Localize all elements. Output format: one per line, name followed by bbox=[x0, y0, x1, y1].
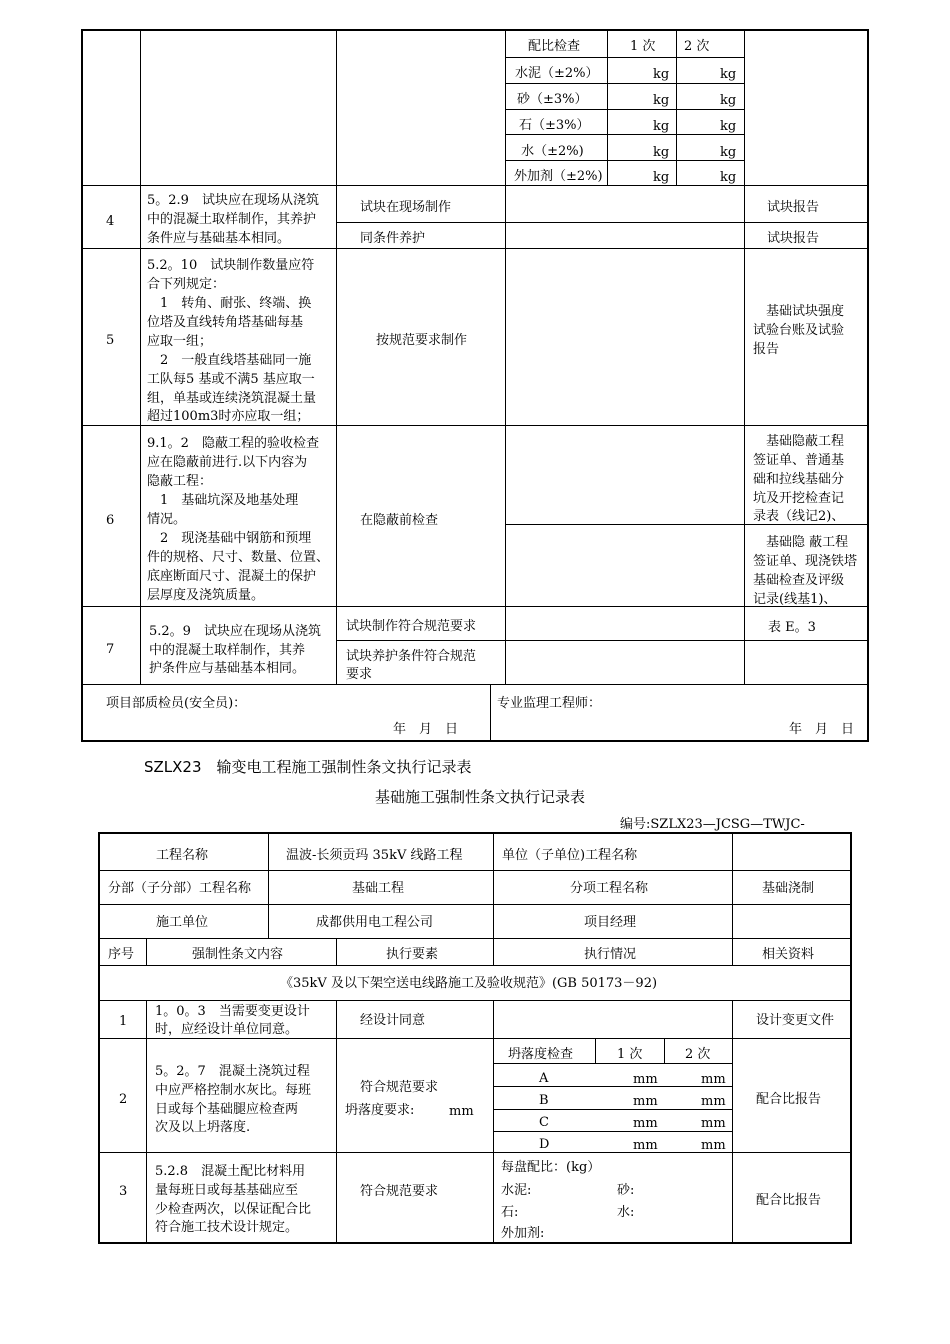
sand-label: 砂: bbox=[617, 1183, 635, 1198]
row-number: 5 bbox=[106, 333, 115, 348]
clause-text: 中应严格控制水灰比。每班 bbox=[155, 1083, 312, 1098]
subitem-value: 基础浇制 bbox=[762, 881, 815, 896]
unit-kg: kg bbox=[653, 93, 670, 108]
admixture-label: 外加剂: bbox=[501, 1226, 545, 1241]
related-doc: 试块报告 bbox=[767, 231, 820, 246]
related-doc: 签证单、普通基 bbox=[753, 453, 845, 468]
requirement: 符合规范要求 bbox=[360, 1080, 439, 1095]
requirement: 同条件养护 bbox=[360, 231, 426, 246]
unit-kg: kg bbox=[653, 145, 670, 160]
unit-mm: mm bbox=[701, 1094, 726, 1109]
water-label: 水: bbox=[617, 1205, 635, 1220]
clause-text: 少检查两次，以保证配合比 bbox=[155, 1202, 312, 1217]
requirement: 试块制作符合规范要求 bbox=[346, 619, 477, 634]
mix-stone-label: 石（±3%） bbox=[519, 118, 590, 133]
clause-text: 1。0。3 当需要变更设计 bbox=[155, 1004, 310, 1019]
subitem-label: 分项工程名称 bbox=[570, 881, 649, 896]
requirement: 按规范要求制作 bbox=[376, 333, 468, 348]
col-header-no: 序号 bbox=[108, 947, 135, 962]
page-title: 基础施工强制性条文执行记录表 bbox=[375, 788, 586, 806]
slump-label: D bbox=[539, 1137, 550, 1152]
clause-text: 工队每5 基或不满5 基应取一 bbox=[147, 372, 315, 387]
unit-mm: mm bbox=[701, 1138, 726, 1153]
unit-mm: mm bbox=[633, 1094, 658, 1109]
unit-mm: mm bbox=[701, 1072, 726, 1087]
col-header-requirement: 执行要素 bbox=[386, 947, 439, 962]
pm-label: 项目经理 bbox=[584, 915, 637, 930]
division-label: 分部（子分部）工程名称 bbox=[108, 881, 252, 896]
slump-check-first: 1 次 bbox=[617, 1047, 643, 1062]
slump-label: B bbox=[539, 1093, 549, 1108]
requirement: 在隐蔽前检查 bbox=[360, 513, 439, 528]
unit-kg: kg bbox=[653, 67, 670, 82]
related-doc: 设计变更文件 bbox=[756, 1013, 835, 1028]
unit-mm: mm bbox=[633, 1072, 658, 1087]
clause-text: 2 一般直线塔基础同一施 bbox=[147, 353, 312, 368]
requirement: 试块养护条件符合规范 bbox=[346, 649, 477, 664]
clause-text: 5.2。9 试块应在现场从浇筑 bbox=[149, 624, 321, 639]
mix-check-second: 2 次 bbox=[684, 39, 710, 54]
date-right: 年 月 日 bbox=[789, 722, 855, 737]
clause-text: 情况。 bbox=[147, 512, 187, 527]
cement-label: 水泥: bbox=[501, 1183, 532, 1198]
requirement: 经设计同意 bbox=[360, 1013, 426, 1028]
related-doc: 报告 bbox=[753, 342, 780, 357]
related-doc: 试验台账及试验 bbox=[753, 323, 845, 338]
row-number: 4 bbox=[106, 214, 115, 229]
clause-text: 1 转角、耐张、终端、换 bbox=[147, 296, 312, 311]
unit-kg: kg bbox=[720, 67, 737, 82]
row-number: 1 bbox=[119, 1014, 128, 1029]
clause-text: 应取一组； bbox=[147, 334, 213, 349]
clause-text: 超过100m3时亦应取一组； bbox=[147, 409, 310, 424]
unit-kg: kg bbox=[720, 119, 737, 134]
clause-text: 量每班日或每基基础应至 bbox=[155, 1183, 299, 1198]
related-doc: 配合比报告 bbox=[756, 1092, 822, 1107]
slump-unit: mm bbox=[449, 1104, 474, 1119]
requirement: 试块在现场制作 bbox=[360, 200, 452, 215]
unit-kg: kg bbox=[720, 170, 737, 185]
clause-text: 5.2.8 混凝土配比材料用 bbox=[155, 1164, 306, 1179]
mix-check-header: 配比检查 bbox=[528, 39, 581, 54]
col-header-status: 执行情况 bbox=[584, 947, 637, 962]
clause-text: 次及以上坍落度. bbox=[155, 1120, 251, 1135]
related-doc: 坑及开挖检查记 bbox=[753, 491, 845, 506]
clause-text: 隐蔽工程： bbox=[147, 474, 213, 489]
unit-name-label: 单位（子单位)工程名称 bbox=[502, 848, 638, 863]
unit-kg: kg bbox=[720, 93, 737, 108]
clause-text: 5。2.9 试块应在现场从浇筑 bbox=[147, 193, 319, 208]
project-name-label: 工程名称 bbox=[156, 848, 209, 863]
related-doc: 表 E。3 bbox=[768, 620, 816, 635]
contractor-value: 成都供用电工程公司 bbox=[316, 915, 434, 930]
standard-reference: 《35kV 及以下架空送电线路施工及验收规范》(GB 50173－92) bbox=[280, 976, 658, 991]
clause-text: 组，单基或连续浇筑混凝土量 bbox=[147, 391, 317, 406]
row-number: 7 bbox=[106, 642, 115, 657]
clause-text: 件的规格、尺寸、数量、位置、 bbox=[147, 550, 330, 565]
related-doc: 础和拉线基础分 bbox=[753, 472, 845, 487]
slump-label: C bbox=[539, 1115, 549, 1130]
clause-text: 中的混凝土取样制作，其养护 bbox=[147, 212, 317, 227]
clause-text: 日或每个基础腿应检查两 bbox=[155, 1102, 299, 1117]
row-number: 3 bbox=[119, 1184, 128, 1199]
clause-text: 位塔及直线转角塔基础每基 bbox=[147, 315, 304, 330]
clause-text: 层厚度及浇筑质量。 bbox=[147, 588, 265, 603]
row-number: 2 bbox=[119, 1092, 128, 1107]
requirement: 要求 bbox=[346, 667, 373, 682]
unit-mm: mm bbox=[633, 1116, 658, 1131]
clause-text: 时，应经设计单位同意。 bbox=[155, 1022, 299, 1037]
related-doc: 基础检查及评级 bbox=[753, 573, 845, 588]
division-value: 基础工程 bbox=[352, 881, 405, 896]
related-doc: 录表（线记2)、 bbox=[753, 509, 845, 524]
related-doc: 试块报告 bbox=[767, 200, 820, 215]
mix-sand-label: 砂（±3%） bbox=[517, 92, 588, 107]
related-doc: 基础试块强度 bbox=[753, 304, 845, 319]
serial-number: 编号:SZLX23—JCSG—TWJC- bbox=[620, 817, 805, 832]
contractor-label: 施工单位 bbox=[156, 915, 209, 930]
clause-text: 合下列规定： bbox=[147, 277, 226, 292]
mix-per-batch-title: 每盘配比：(kg） bbox=[501, 1160, 601, 1175]
clause-text: 护条件应与基础基本相同。 bbox=[149, 661, 306, 676]
unit-kg: kg bbox=[720, 145, 737, 160]
requirement: 符合规范要求 bbox=[360, 1184, 439, 1199]
unit-mm: mm bbox=[701, 1116, 726, 1131]
col-header-docs: 相关资料 bbox=[762, 947, 815, 962]
clause-text: 底座断面尺寸、混凝土的保护 bbox=[147, 569, 317, 584]
related-doc: 记录(线基1)、 bbox=[753, 592, 837, 607]
related-doc: 配合比报告 bbox=[756, 1193, 822, 1208]
col-header-clause: 强制性条文内容 bbox=[192, 947, 284, 962]
qc-inspector-label: 项目部质检员(安全员)： bbox=[106, 696, 247, 711]
mix-water-label: 水（±2%) bbox=[517, 144, 584, 159]
clause-text: 应在隐蔽前进行.以下内容为 bbox=[147, 455, 308, 470]
project-name-value: 温波-长须贡玛 35kV 线路工程 bbox=[286, 848, 463, 863]
clause-text: 2 现浇基础中钢筋和预埋 bbox=[147, 531, 312, 546]
clause-text: 条件应与基础基本相同。 bbox=[147, 231, 291, 246]
related-doc: 签证单、现浇铁塔 bbox=[753, 554, 858, 569]
unit-mm: mm bbox=[633, 1138, 658, 1153]
slump-check-header: 坍落度检查 bbox=[508, 1047, 574, 1062]
clause-text: 1 基础坑深及地基处理 bbox=[147, 493, 299, 508]
stone-label: 石: bbox=[501, 1205, 519, 1220]
clause-text: 9.1。2 隐蔽工程的验收检查 bbox=[147, 436, 319, 451]
related-doc: 基础隐 蔽工程 bbox=[753, 535, 849, 550]
unit-kg: kg bbox=[653, 119, 670, 134]
related-doc: 基础隐蔽工程 bbox=[753, 434, 845, 449]
clause-text: 5。2。7 混凝土浇筑过程 bbox=[155, 1064, 310, 1079]
row-number: 6 bbox=[106, 513, 115, 528]
clause-text: 符合施工技术设计规定。 bbox=[155, 1220, 299, 1235]
supervisor-label: 专业监理工程师： bbox=[497, 696, 602, 711]
slump-check-second: 2 次 bbox=[685, 1047, 711, 1062]
clause-text: 中的混凝土取样制作，其养 bbox=[149, 643, 306, 658]
form-heading: SZLX23 输变电工程施工强制性条文执行记录表 bbox=[144, 758, 472, 776]
mix-cement-label: 水泥（±2%） bbox=[515, 66, 599, 81]
mix-admix-label: 外加剂（±2%) bbox=[514, 169, 603, 184]
slump-label: A bbox=[539, 1071, 549, 1086]
slump-requirement: 坍落度要求: bbox=[345, 1103, 415, 1118]
date-left: 年 月 日 bbox=[393, 722, 459, 737]
mix-check-first: 1 次 bbox=[630, 39, 656, 54]
clause-text: 5.2。10 试块制作数量应符 bbox=[147, 258, 315, 273]
unit-kg: kg bbox=[653, 170, 670, 185]
